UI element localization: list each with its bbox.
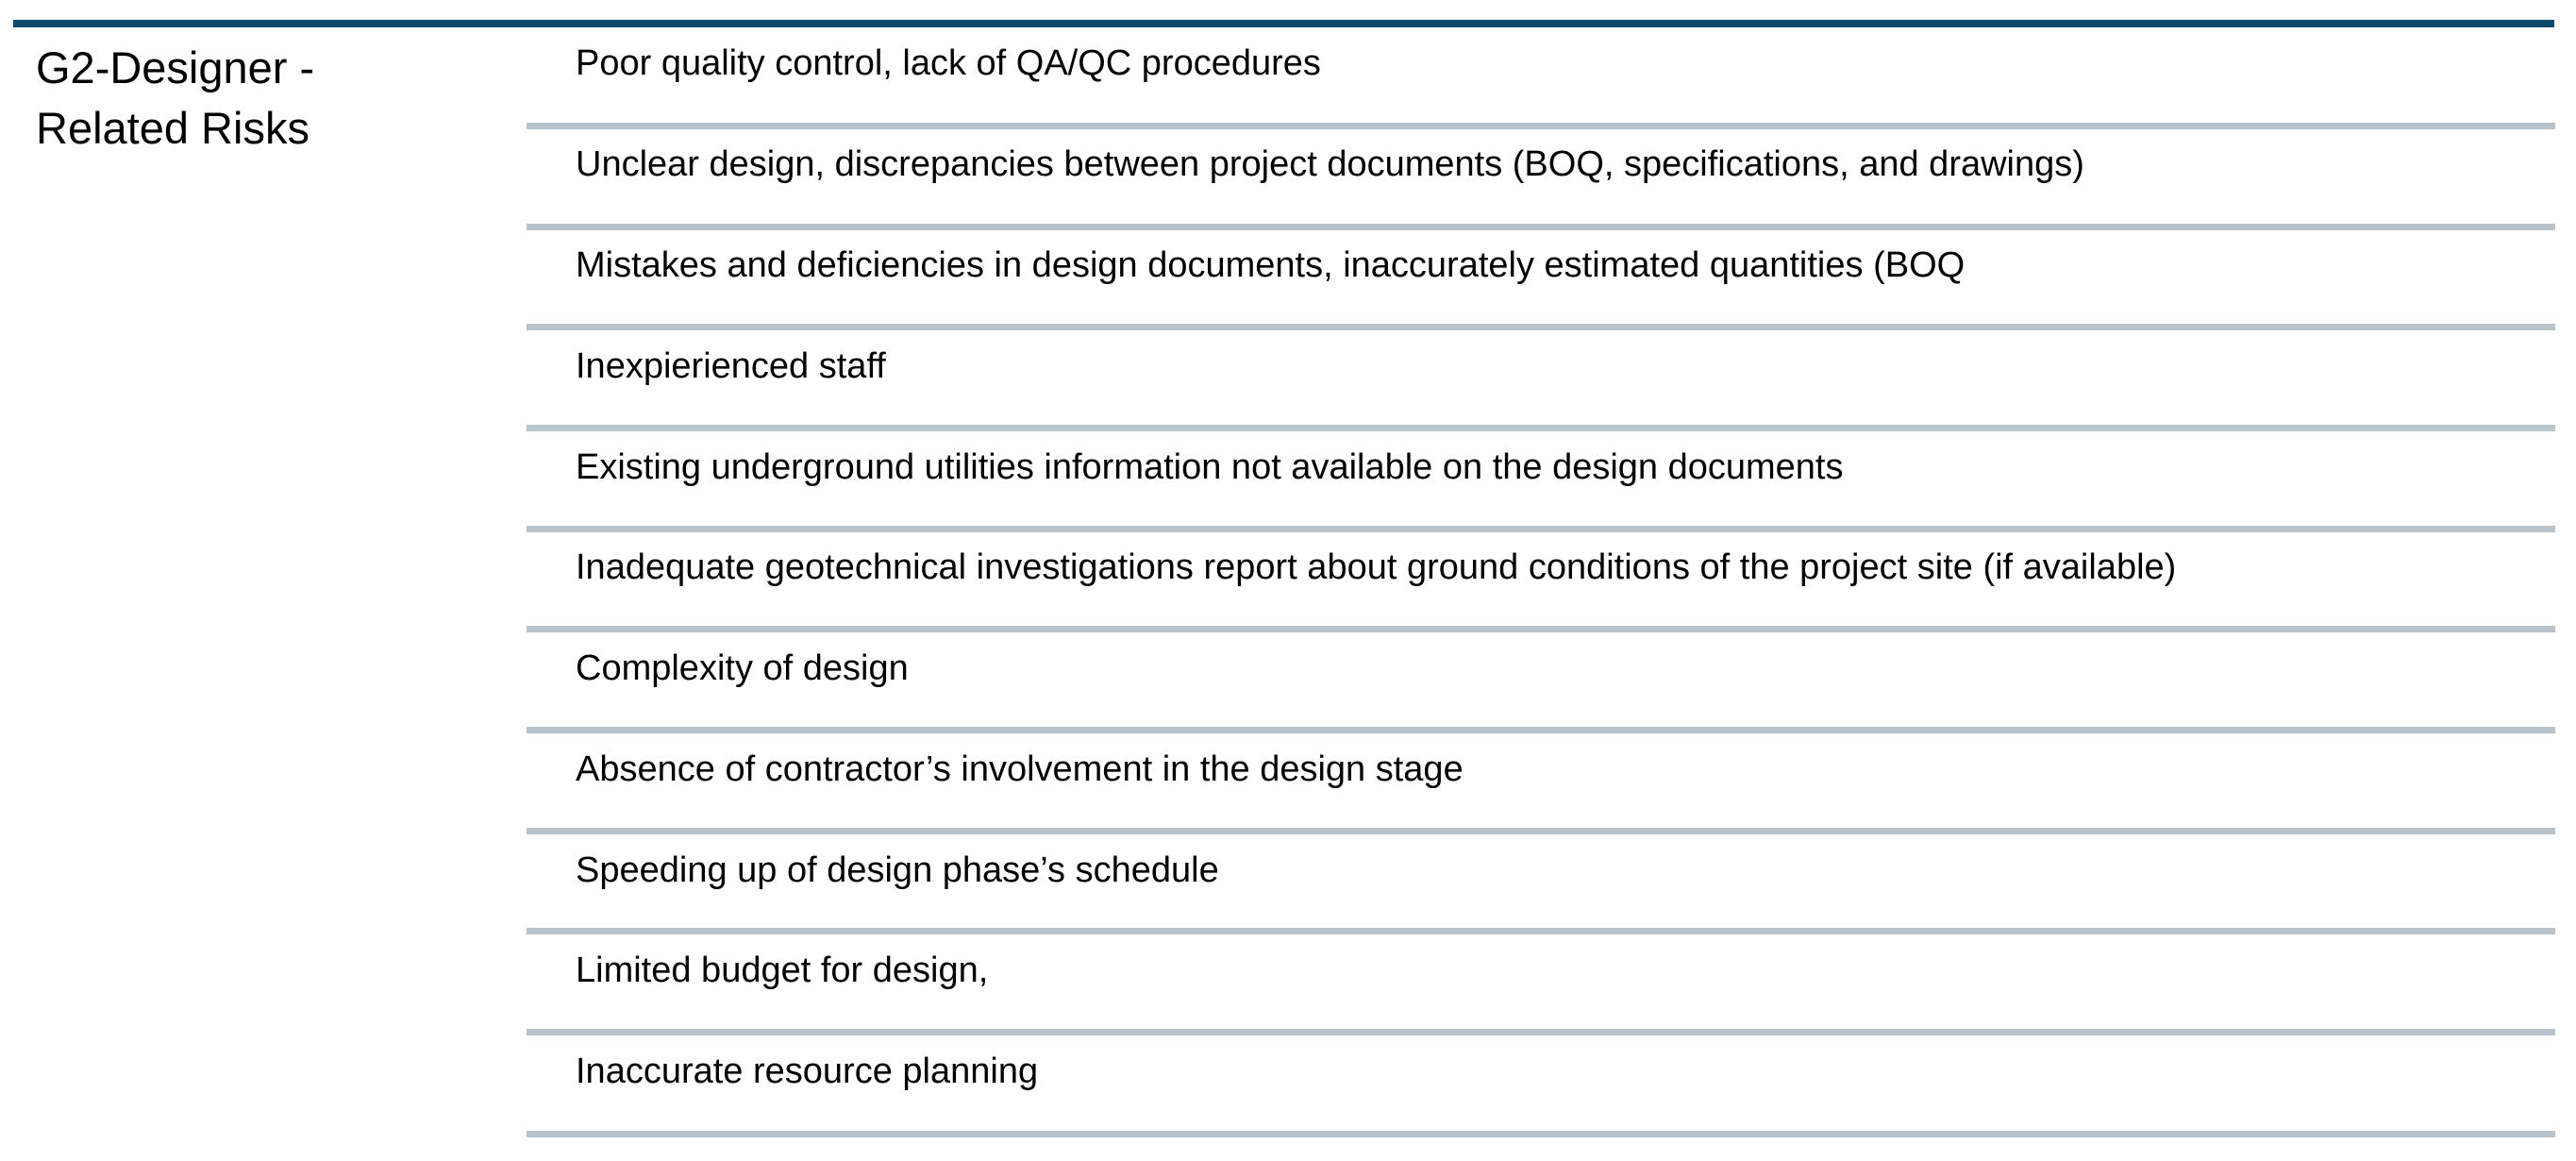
- row-separator: [527, 828, 2555, 834]
- row-separator: [527, 526, 2555, 532]
- risk-item-4: Inexpierienced staff: [576, 346, 886, 386]
- risk-item-11: Inaccurate resource planning: [576, 1052, 1039, 1091]
- risk-group-label: G2-Designer - Related Risks: [36, 42, 315, 153]
- row-separator: [527, 727, 2555, 733]
- row-separator: [527, 626, 2555, 632]
- risk-item-9: Speeding up of design phase’s schedule: [576, 850, 1219, 890]
- row-separator: [527, 224, 2555, 230]
- row-separator: [527, 123, 2555, 129]
- risk-item-5: Existing underground utilities information not available on the design documents: [576, 447, 1844, 487]
- row-separator: [527, 425, 2555, 431]
- row-separator: [527, 324, 2555, 330]
- risk-item-2: Unclear design, discrepancies between project documents (BOQ, specifications, and drawings): [576, 144, 2084, 184]
- row-separator: [527, 1131, 2555, 1137]
- risk-item-8: Absence of contractor’s involvement in the design stage: [576, 749, 1464, 789]
- row-separator: [527, 1029, 2555, 1035]
- risk-item-6: Inadequate geotechnical investigations report about ground conditions of the project site (if available): [576, 547, 2177, 587]
- risk-item-3: Mistakes and deficiencies in design documents, inaccurately estimated quantities (BOQ: [576, 245, 1965, 285]
- risk-item-1: Poor quality control, lack of QA/QC procedures: [576, 43, 1321, 83]
- risk-item-7: Complexity of design: [576, 648, 909, 688]
- risk-item-10: Limited budget for design,: [576, 951, 989, 990]
- row-separator: [527, 928, 2555, 934]
